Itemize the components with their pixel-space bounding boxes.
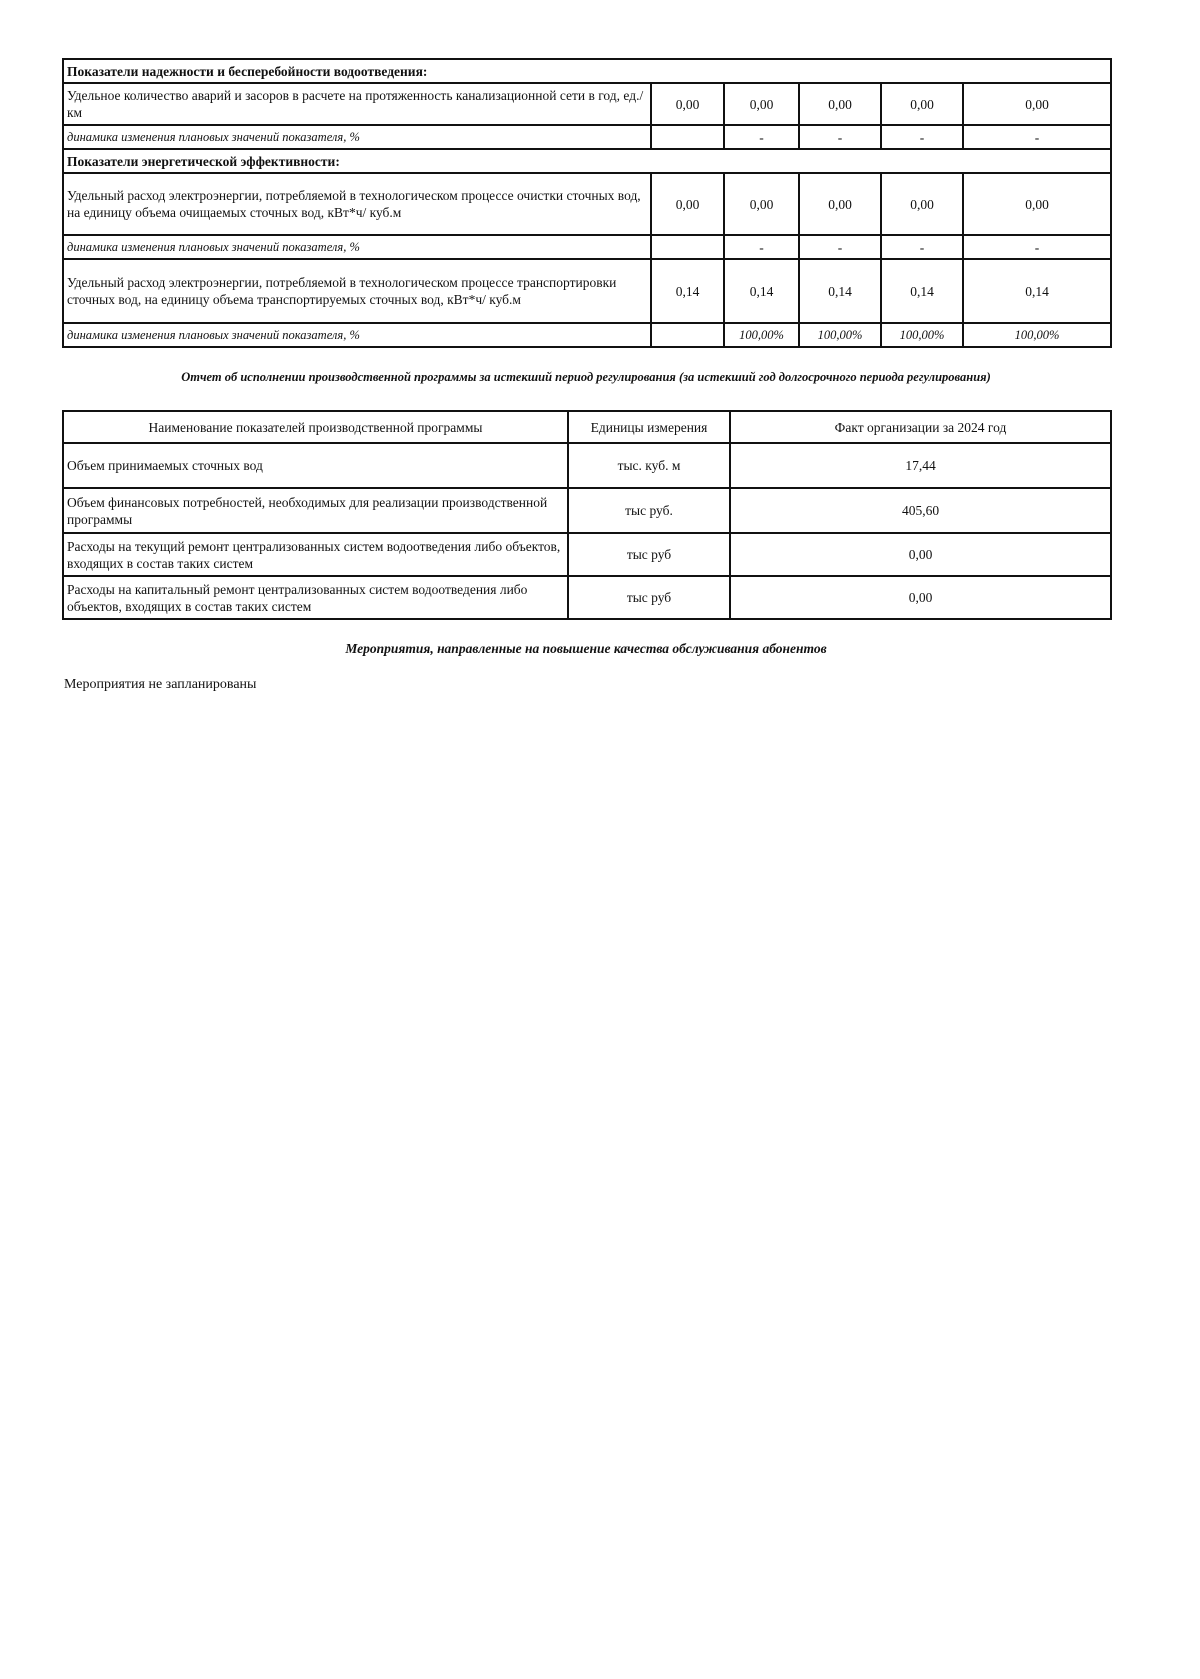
value-cell: 0,14	[799, 259, 881, 323]
value-cell: 0,00	[881, 173, 963, 235]
value-cell: -	[799, 125, 881, 149]
row-fact: 0,00	[730, 533, 1111, 576]
value-cell: 0,14	[651, 259, 724, 323]
value-cell: -	[799, 235, 881, 259]
value-cell: -	[963, 125, 1111, 149]
row-fact: 405,60	[730, 488, 1111, 533]
energy-header: Показатели энергетической эффективности:	[63, 149, 1111, 173]
value-cell: -	[881, 235, 963, 259]
value-cell	[651, 323, 724, 347]
table-row	[63, 488, 1111, 533]
table-row	[63, 83, 1111, 125]
table-row	[63, 259, 1111, 323]
value-cell: 0,00	[799, 173, 881, 235]
row-label: Удельный расход электроэнергии, потребляемой в технологическом процессе транспортировки сточных вод, на единицу объема транспортируемых сточных вод, кВт*ч/ куб.м	[63, 259, 651, 323]
table-row	[63, 443, 1111, 488]
value-cell: 0,00	[963, 83, 1111, 125]
value-cell: 100,00%	[724, 323, 799, 347]
value-cell: 0,14	[881, 259, 963, 323]
row-unit: тыс руб	[568, 576, 730, 619]
table-row	[63, 576, 1111, 619]
value-cell: 0,00	[881, 83, 963, 125]
row-label: динамика изменения плановых значений показателя, %	[63, 125, 651, 149]
value-cell: -	[963, 235, 1111, 259]
value-cell: 100,00%	[963, 323, 1111, 347]
row-name: Расходы на текущий ремонт централизованных систем водоотведения либо объектов, входящих в состав таких систем	[63, 533, 568, 576]
row-fact: 17,44	[730, 443, 1111, 488]
row-fact: 0,00	[730, 576, 1111, 619]
measures-text: Мероприятия не запланированы	[64, 677, 257, 692]
measures-title: Мероприятия, направленные на повышение качества обслуживания абонентов	[345, 641, 827, 656]
value-cell: 0,00	[799, 83, 881, 125]
table-row	[63, 323, 1111, 347]
value-cell: 0,00	[963, 173, 1111, 235]
report-caption: Отчет об исполнении производственной программы за истекший период регулирования (за истекший год долгосрочного периода регулирования)	[181, 370, 991, 384]
value-cell: 0,00	[651, 173, 724, 235]
row-unit: тыс руб.	[568, 488, 730, 533]
value-cell: -	[724, 235, 799, 259]
table-row	[63, 533, 1111, 576]
reliability-header: Показатели надежности и бесперебойности водоотведения:	[63, 59, 1111, 83]
column-header-name: Наименование показателей производственной программы	[63, 411, 568, 443]
value-cell	[651, 235, 724, 259]
table-header-row	[63, 411, 1111, 443]
value-cell: -	[724, 125, 799, 149]
value-cell: 0,00	[651, 83, 724, 125]
row-name: Объем принимаемых сточных вод	[63, 443, 568, 488]
table-row	[63, 125, 1111, 149]
indicators-table	[62, 58, 1112, 348]
row-name: Объем финансовых потребностей, необходимых для реализации производственной программы	[63, 488, 568, 533]
row-name: Расходы на капитальный ремонт централизованных систем водоотведения либо объектов, входящих в состав таких систем	[63, 576, 568, 619]
row-label: Удельный расход электроэнергии, потребляемой в технологическом процессе очистки сточных вод, на единицу объема очищаемых сточных вод, кВт*ч/ куб.м	[63, 173, 651, 235]
column-header-unit: Единицы измерения	[568, 411, 730, 443]
table-row	[63, 173, 1111, 235]
row-label: Удельное количество аварий и засоров в расчете на протяженность канализационной сети в год, ед./км	[63, 83, 651, 125]
value-cell: 0,00	[724, 173, 799, 235]
value-cell: 0,14	[724, 259, 799, 323]
value-cell: 100,00%	[799, 323, 881, 347]
value-cell	[651, 125, 724, 149]
value-cell: 0,14	[963, 259, 1111, 323]
value-cell: 0,00	[724, 83, 799, 125]
report-table	[62, 410, 1112, 620]
table-row	[63, 235, 1111, 259]
column-header-fact: Факт организации за 2024 год	[730, 411, 1111, 443]
row-label: динамика изменения плановых значений показателя, %	[63, 323, 651, 347]
value-cell: -	[881, 125, 963, 149]
row-unit: тыс руб	[568, 533, 730, 576]
value-cell: 100,00%	[881, 323, 963, 347]
row-label: динамика изменения плановых значений показателя, %	[63, 235, 651, 259]
row-unit: тыс. куб. м	[568, 443, 730, 488]
